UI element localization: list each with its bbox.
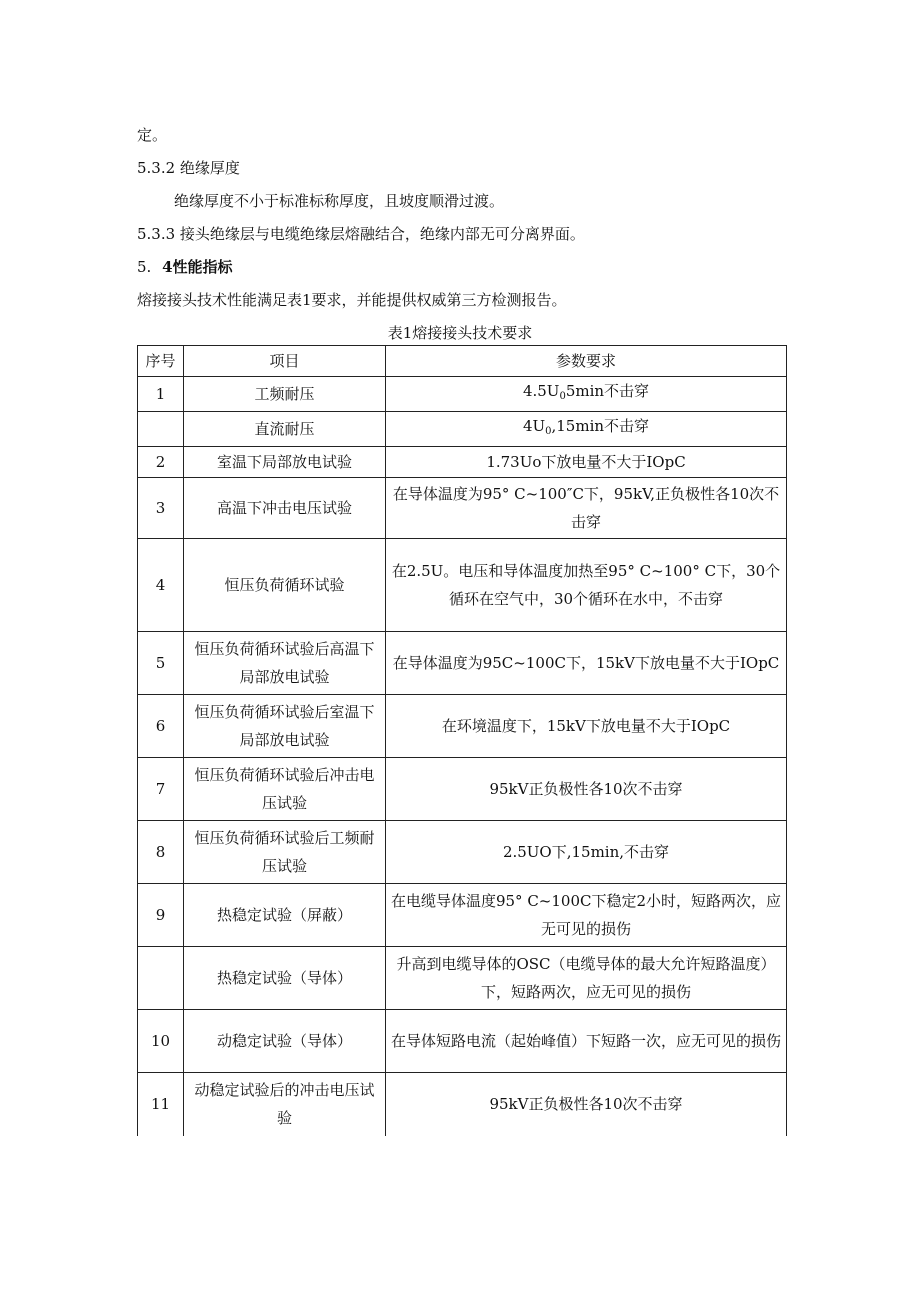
row-req: 2.5UO下,15min,不击穿: [386, 821, 787, 884]
row-no: 5: [138, 632, 184, 695]
row-no: 7: [138, 758, 184, 821]
row-req: 1.73Uo下放电量不大于IOpC: [386, 447, 787, 478]
row-item: 恒压负荷循环试验: [184, 539, 386, 632]
table-row: [138, 478, 787, 539]
table-header-row: [138, 346, 787, 377]
table-row: [138, 1010, 787, 1073]
row-req: 95kV正负极性各10次不击穿: [386, 758, 787, 821]
row-no: 2: [138, 447, 184, 478]
row-item: 动稳定试验（导体）: [184, 1010, 386, 1073]
req-subscript: 0: [545, 426, 552, 437]
paragraph-insulation-thickness: 绝缘厚度不小于标准标称厚度，且坡度顺滑过渡。: [174, 192, 505, 210]
section-heading-5-3-2: 5.3.2 绝缘厚度: [137, 159, 240, 177]
row-req: [386, 377, 787, 412]
row-req: 在导体短路电流（起始峰值）下短路一次，应无可见的损伤: [386, 1010, 787, 1073]
section-heading-5-3-3: 5.3.3 接头绝缘层与电缆绝缘层熔融结合，绝缘内部无可分离界面。: [137, 225, 585, 243]
row-no: 8: [138, 821, 184, 884]
row-req: 在2.5U。电压和导体温度加热至95° C~100° C下，30个循环在空气中，30个循环在水中，不击穿: [386, 539, 787, 632]
header-no: 序号: [138, 346, 184, 377]
req-subscript: 0: [559, 391, 566, 402]
row-no: 3: [138, 478, 184, 539]
row-req: 95kV正负极性各10次不击穿: [386, 1073, 787, 1136]
row-item: 恒压负荷循环试验后高温下局部放电试验: [184, 632, 386, 695]
table-row: [138, 539, 787, 632]
table-row: [138, 884, 787, 947]
row-item: 工频耐压: [184, 377, 386, 412]
row-item: 恒压负荷循环试验后室温下局部放电试验: [184, 695, 386, 758]
table-row: [138, 947, 787, 1010]
table-caption: 表1熔接接头技术要求: [387, 324, 533, 342]
row-req: [386, 412, 787, 447]
row-req: 在环境温度下，15kV下放电量不大于IOpC: [386, 695, 787, 758]
row-no: 11: [138, 1073, 184, 1136]
paragraph-performance: 熔接接头技术性能满足表1要求，并能提供权威第三方检测报告。: [137, 291, 567, 309]
row-no: 6: [138, 695, 184, 758]
table-row: [138, 1073, 787, 1136]
row-req: 在导体温度为95C~100C下，15kV下放电量不大于IOpC: [386, 632, 787, 695]
paragraph-continuation: 定。: [137, 126, 168, 144]
row-no: 9: [138, 884, 184, 947]
table-row: [138, 695, 787, 758]
row-req: 升高到电缆导体的OSC（电缆导体的最大允许短路温度）下，短路两次，应无可见的损伤: [386, 947, 787, 1010]
row-no: [138, 412, 184, 447]
req-part: 5min不击穿: [565, 382, 650, 400]
row-item: 直流耐压: [184, 412, 386, 447]
table-row: [138, 758, 787, 821]
header-req: 参数要求: [386, 346, 787, 377]
row-item: 恒压负荷循环试验后冲击电压试验: [184, 758, 386, 821]
header-item: 项目: [184, 346, 386, 377]
section-number: 5.: [137, 258, 152, 276]
table-row: [138, 412, 787, 447]
row-item: 动稳定试验后的冲击电压试验: [184, 1073, 386, 1136]
req-part: 4U: [522, 417, 546, 435]
row-req: 在导体温度为95° C~100″C下，95kV,正负极性各10次不击穿: [386, 478, 787, 539]
req-part: ,15min不击穿: [551, 417, 650, 435]
row-item: 热稳定试验（导体）: [184, 947, 386, 1010]
row-no: 4: [138, 539, 184, 632]
row-no: 1: [138, 377, 184, 412]
table-row: [138, 821, 787, 884]
table-row: [138, 377, 787, 412]
section-heading-5-4: [137, 256, 233, 278]
spec-table: [137, 345, 787, 1136]
row-no: [138, 947, 184, 1010]
section-title: 4性能指标: [162, 258, 233, 276]
row-item: 恒压负荷循环试验后工频耐压试验: [184, 821, 386, 884]
row-item: 热稳定试验（屏蔽）: [184, 884, 386, 947]
table-row: [138, 447, 787, 478]
row-no: 10: [138, 1010, 184, 1073]
row-item: 室温下局部放电试验: [184, 447, 386, 478]
row-item: 高温下冲击电压试验: [184, 478, 386, 539]
table-row: [138, 632, 787, 695]
req-part: 4.5U: [522, 382, 560, 400]
row-req: 在电缆导体温度95° C~100C下稳定2小时，短路两次，应无可见的损伤: [386, 884, 787, 947]
